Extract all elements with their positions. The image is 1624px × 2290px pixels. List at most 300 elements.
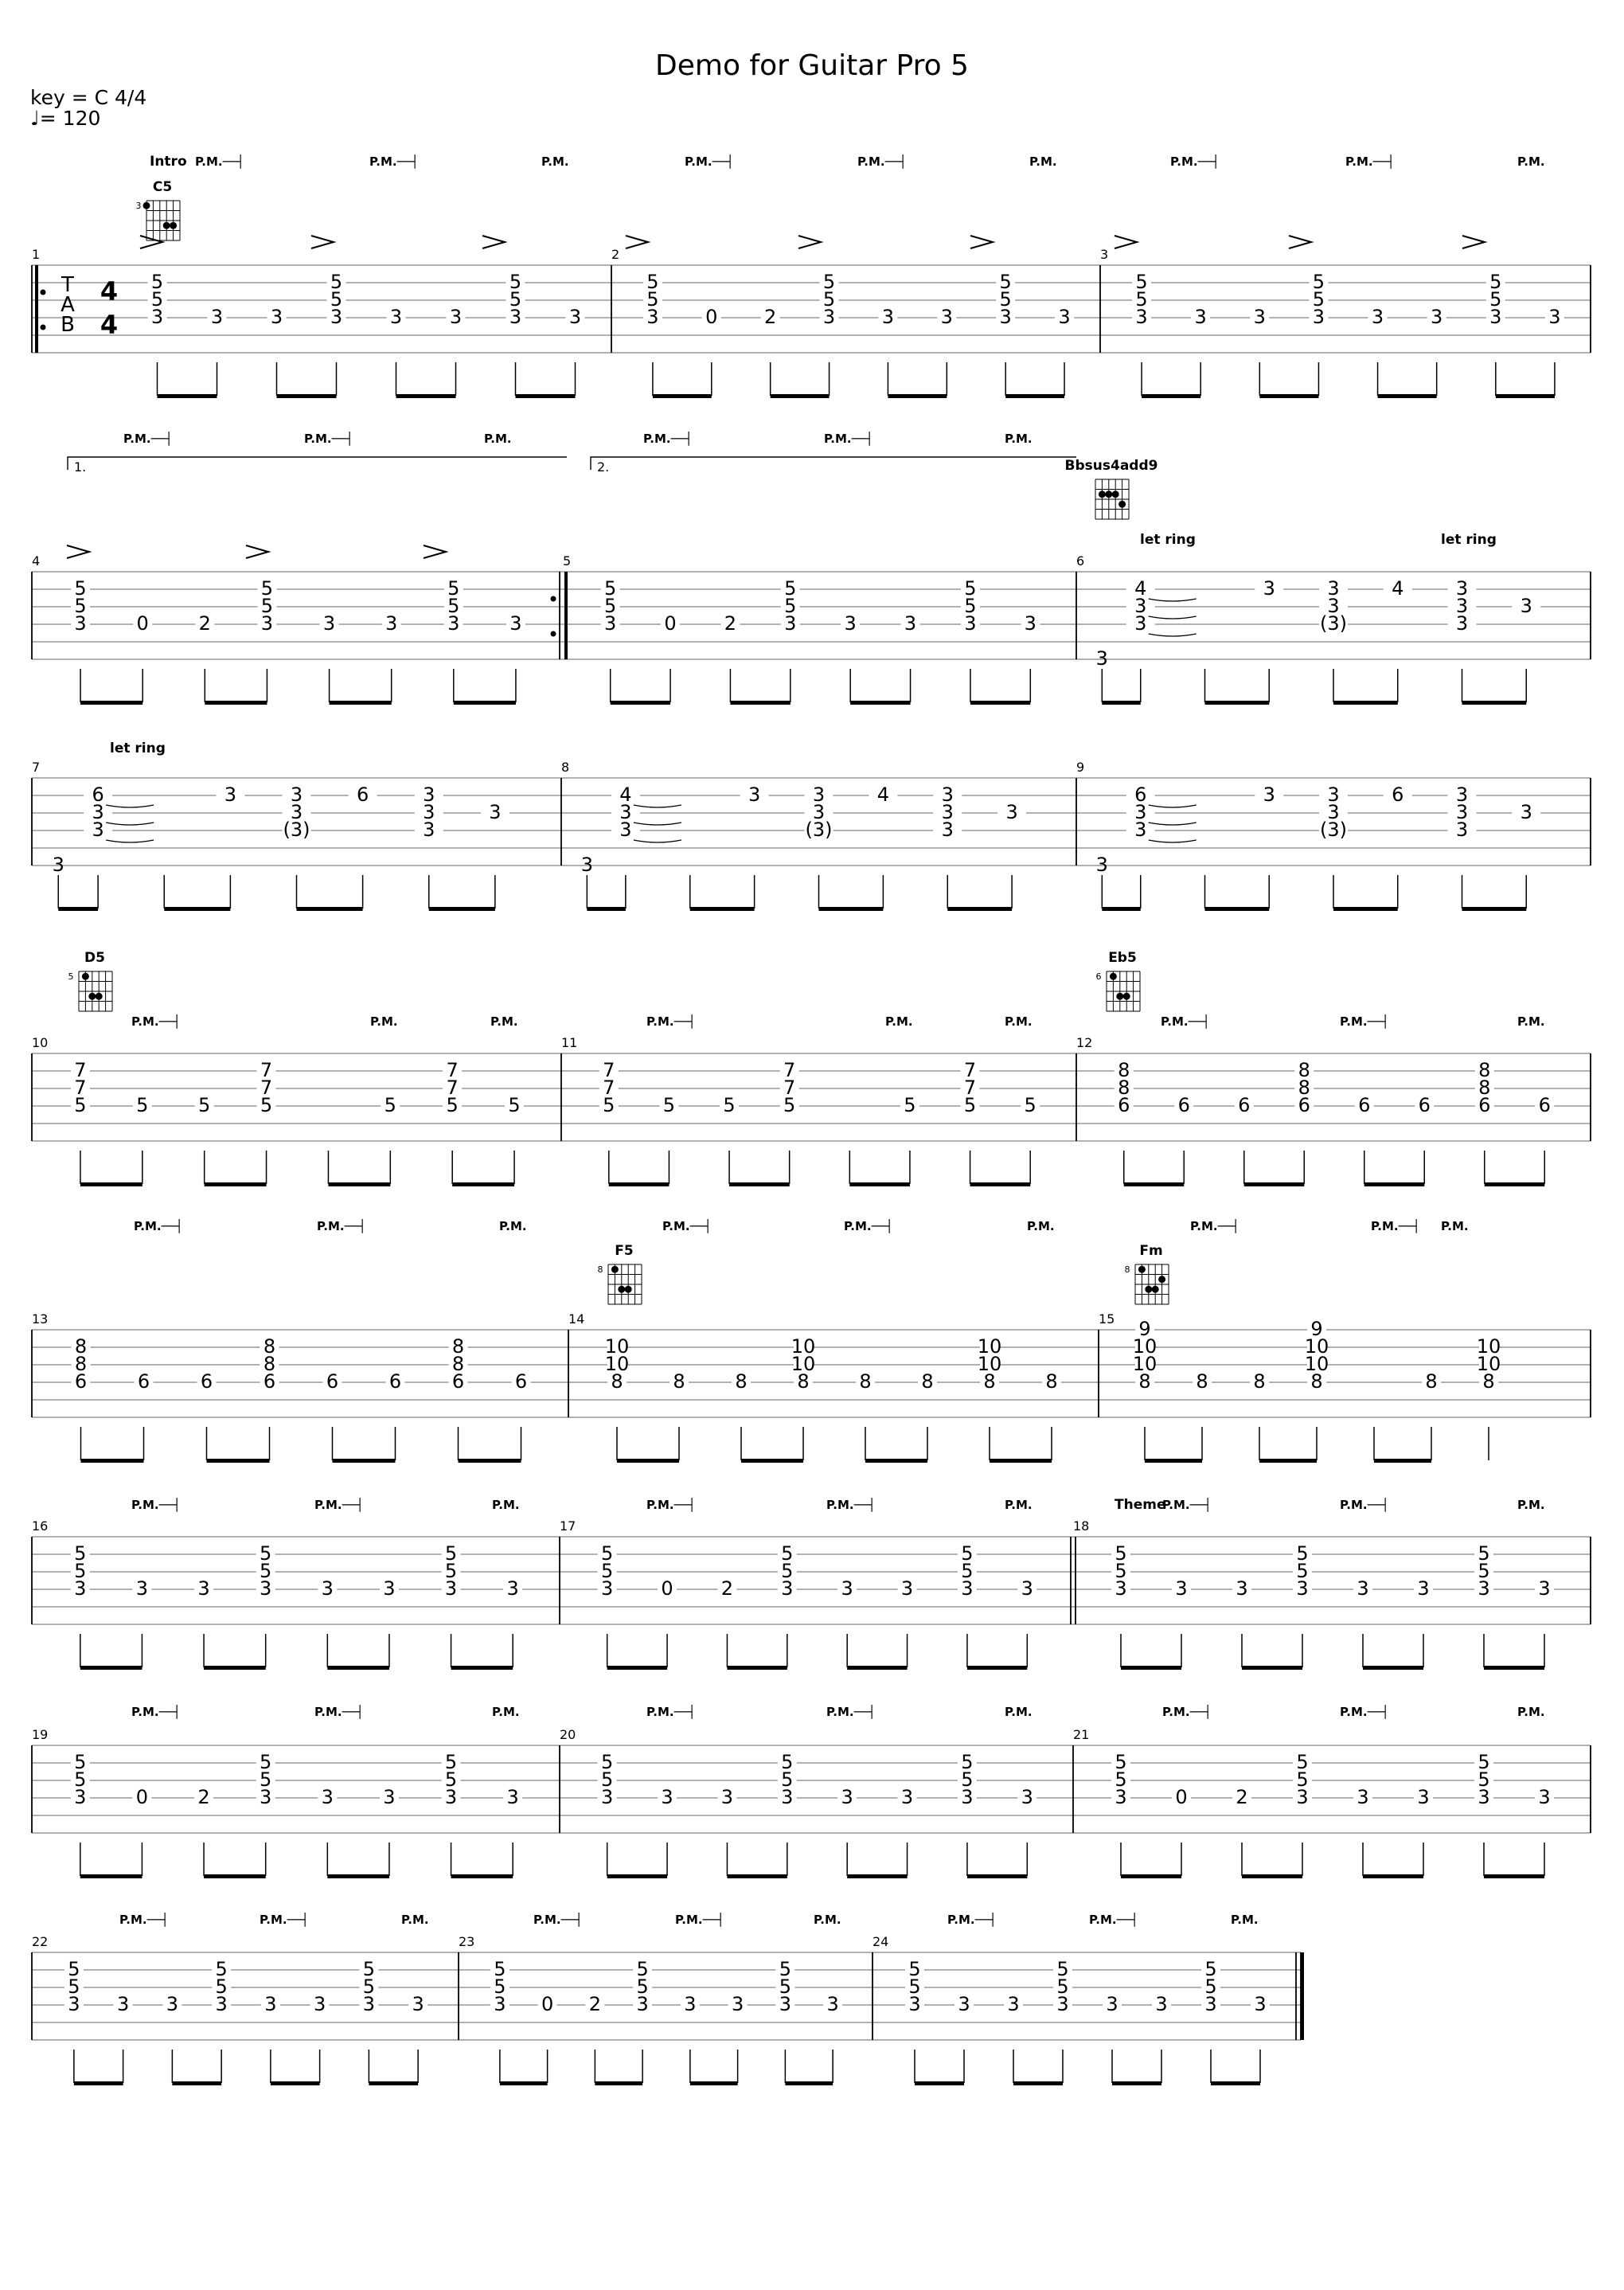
fret-number: 5 bbox=[1135, 271, 1148, 293]
fret-number: 3 bbox=[1538, 1786, 1551, 1808]
tempo-line: ♩= 120 bbox=[30, 107, 101, 130]
palm-mute-mark bbox=[317, 1218, 366, 1233]
accent-mark bbox=[1115, 236, 1137, 248]
eighth-beam bbox=[1333, 701, 1398, 705]
eighth-beam bbox=[785, 2081, 833, 2085]
palm-mute-label: P.M.──┤ bbox=[1162, 1705, 1212, 1719]
fret-number: 5 bbox=[1056, 1958, 1069, 1980]
fret-number: 5 bbox=[1115, 1751, 1127, 1773]
fret-number: 5 bbox=[260, 1768, 272, 1791]
fret-number: 8 bbox=[921, 1370, 934, 1393]
palm-mute-mark bbox=[1005, 1498, 1033, 1512]
palm-mute-label: P.M. bbox=[1441, 1219, 1469, 1233]
measure-number: 21 bbox=[1073, 1727, 1090, 1742]
fret-number: 6 bbox=[326, 1370, 339, 1393]
fret-number: 5 bbox=[601, 1542, 614, 1565]
fret-number: 3 bbox=[1296, 1786, 1309, 1808]
eighth-beam bbox=[819, 907, 884, 911]
eighth-beam bbox=[967, 1874, 1027, 1878]
fret-number: 3 bbox=[1106, 1993, 1118, 2015]
repeat-dot bbox=[41, 325, 46, 330]
accent-mark bbox=[1289, 236, 1311, 248]
fret-number: 8 bbox=[673, 1370, 685, 1393]
palm-mute-mark bbox=[1029, 154, 1057, 169]
fret-number: 9 bbox=[1310, 1318, 1323, 1340]
repeat-dot bbox=[551, 631, 556, 637]
tab-clef-letter-t: T bbox=[61, 273, 74, 297]
palm-mute-label: P.M. bbox=[1517, 1498, 1545, 1512]
accent-mark bbox=[970, 236, 993, 248]
fret-number: 3 bbox=[1478, 1786, 1490, 1808]
fret-number: 2 bbox=[720, 1577, 734, 1600]
eighth-beam bbox=[451, 1666, 513, 1670]
eighth-beam bbox=[1484, 1666, 1544, 1670]
fret-number: 5 bbox=[260, 1094, 273, 1116]
eighth-beam bbox=[847, 1874, 907, 1878]
fret-number: 6 bbox=[137, 1370, 150, 1393]
palm-mute-label: P.M.──┤ bbox=[369, 154, 419, 169]
palm-mute-label: P.M. bbox=[1005, 1014, 1033, 1029]
palm-mute-mark bbox=[947, 1912, 997, 1927]
fret-number: 5 bbox=[260, 1542, 272, 1565]
fret-number: 5 bbox=[444, 1542, 458, 1565]
fret-number: (3) bbox=[1320, 819, 1347, 841]
palm-mute-mark bbox=[885, 1014, 913, 1029]
fret-number: 5 bbox=[447, 577, 460, 600]
palm-mute-mark bbox=[134, 1218, 183, 1233]
fret-number: 3 bbox=[1095, 854, 1108, 876]
fret-number: 3 bbox=[844, 612, 857, 635]
eighth-beam bbox=[1211, 2081, 1260, 2085]
fret-number: 5 bbox=[215, 1958, 228, 1980]
eighth-beam bbox=[607, 1666, 667, 1670]
fret-number: 3 bbox=[321, 1577, 334, 1600]
palm-mute-label: P.M.──┤ bbox=[131, 1705, 181, 1719]
fret-number: 6 bbox=[451, 1370, 465, 1393]
palm-mute-mark bbox=[1517, 1705, 1545, 1719]
palm-mute-mark bbox=[1345, 154, 1395, 169]
fret-number: 3 bbox=[362, 1993, 376, 2015]
fret-number: 3 bbox=[1095, 647, 1108, 670]
fret-number: 3 bbox=[1520, 595, 1532, 617]
fret-number: 3 bbox=[1254, 1993, 1267, 2015]
fret-number: 3 bbox=[1263, 577, 1275, 600]
fret-number: 3 bbox=[941, 819, 954, 841]
palm-mute-label: P.M.──┤ bbox=[646, 1705, 696, 1719]
fret-number: 5 bbox=[601, 1751, 614, 1773]
accent-mark bbox=[798, 236, 821, 248]
fret-number: 3 bbox=[1455, 819, 1469, 841]
fret-number: 5 bbox=[509, 288, 522, 311]
fret-number: 3 bbox=[423, 801, 435, 823]
fret-number: 3 bbox=[447, 612, 460, 635]
fret-number: 6 bbox=[1418, 1094, 1431, 1116]
fret-number: 8 bbox=[263, 1335, 276, 1358]
fret-number: 5 bbox=[723, 1094, 736, 1116]
fret-number: 5 bbox=[963, 1094, 977, 1116]
measure-number: 19 bbox=[32, 1727, 49, 1742]
fret-number: 8 bbox=[74, 1335, 88, 1358]
palm-mute-mark bbox=[1517, 154, 1545, 169]
eighth-beam bbox=[1142, 394, 1200, 398]
fret-number: 8 bbox=[1045, 1370, 1058, 1393]
chord-finger-dot bbox=[170, 222, 177, 229]
fret-number: 3 bbox=[619, 819, 632, 841]
measure-number: 5 bbox=[563, 553, 572, 569]
fret-number: 3 bbox=[1489, 306, 1502, 328]
fret-number: 5 bbox=[1115, 1768, 1127, 1791]
fret-number: 3 bbox=[1021, 1577, 1033, 1600]
chord-name: D5 bbox=[84, 950, 105, 966]
palm-mute-label: P.M.──┤ bbox=[824, 432, 873, 446]
fret-number: 3 bbox=[444, 1786, 458, 1808]
chord-finger-dot bbox=[1105, 490, 1112, 498]
fret-number: 4 bbox=[1392, 577, 1404, 600]
fret-number: 0 bbox=[664, 612, 677, 635]
fret-number: 0 bbox=[1175, 1786, 1188, 1808]
palm-mute-label: P.M.──┤ bbox=[857, 154, 907, 169]
eighth-beam bbox=[1242, 1874, 1302, 1878]
eighth-beam bbox=[80, 701, 142, 705]
fret-number: 3 bbox=[904, 612, 917, 635]
palm-mute-label: P.M. bbox=[1005, 1498, 1033, 1512]
eighth-beam bbox=[888, 394, 947, 398]
fret-number: 5 bbox=[508, 1094, 521, 1116]
fret-number: 0 bbox=[661, 1577, 673, 1600]
palm-mute-mark bbox=[492, 1705, 520, 1719]
fret-number: 3 bbox=[74, 1786, 87, 1808]
fret-number: 2 bbox=[197, 1786, 210, 1808]
fret-number: 3 bbox=[270, 306, 283, 328]
fret-number: 3 bbox=[506, 1577, 519, 1600]
measure-number: 3 bbox=[1100, 247, 1109, 262]
eighth-beam bbox=[327, 1666, 389, 1670]
palm-mute-label: P.M.──┤ bbox=[1371, 1219, 1420, 1233]
fret-number: 3 bbox=[1455, 612, 1469, 635]
fret-number: 8 bbox=[74, 1353, 88, 1375]
measure-number: 6 bbox=[1076, 553, 1085, 569]
fret-number: 7 bbox=[603, 1059, 615, 1081]
fret-number: 5 bbox=[961, 1768, 974, 1791]
fret-number: 5 bbox=[1135, 288, 1148, 311]
fret-number: 3 bbox=[52, 854, 64, 876]
palm-mute-label: P.M.──┤ bbox=[844, 1219, 893, 1233]
eighth-beam bbox=[947, 907, 1012, 911]
chord-finger-dot bbox=[1112, 490, 1119, 498]
fret-number: 3 bbox=[941, 801, 954, 823]
chord-fret-number: 6 bbox=[1095, 971, 1102, 982]
chord-finger-dot bbox=[1145, 1286, 1152, 1293]
tie-arc bbox=[1149, 805, 1197, 807]
eighth-beam bbox=[58, 907, 98, 911]
fret-number: 3 bbox=[290, 801, 303, 823]
eighth-beam bbox=[690, 2081, 738, 2085]
fret-number: 3 bbox=[74, 612, 87, 635]
palm-mute-label: P.M.──┤ bbox=[533, 1913, 583, 1927]
fret-number: 5 bbox=[781, 1560, 794, 1582]
fret-number: 7 bbox=[260, 1077, 273, 1099]
fret-number: 2 bbox=[1236, 1786, 1248, 1808]
measure-number: 10 bbox=[32, 1035, 49, 1050]
fret-number: 3 bbox=[661, 1786, 673, 1808]
fret-number: 3 bbox=[1417, 1786, 1430, 1808]
chord-finger-dot bbox=[1118, 501, 1126, 508]
fret-number: 3 bbox=[389, 306, 403, 328]
accent-mark bbox=[311, 236, 334, 248]
repeat-dot bbox=[551, 596, 556, 602]
fret-number: 5 bbox=[68, 1958, 80, 1980]
palm-mute-mark bbox=[662, 1218, 712, 1233]
repeat-dot bbox=[41, 290, 46, 295]
fret-number: 5 bbox=[604, 595, 617, 617]
palm-mute-mark bbox=[533, 1912, 583, 1927]
fret-number: 5 bbox=[74, 595, 87, 617]
eighth-beam bbox=[452, 1182, 514, 1186]
fret-number: 5 bbox=[964, 595, 977, 617]
accent-mark bbox=[246, 545, 268, 558]
eighth-beam bbox=[1205, 701, 1270, 705]
palm-mute-label: P.M.──┤ bbox=[1161, 1014, 1210, 1029]
chord-fret-number: 3 bbox=[135, 201, 142, 211]
palm-mute-mark bbox=[484, 432, 512, 446]
fret-number: 3 bbox=[449, 306, 463, 328]
fret-number: 5 bbox=[198, 1094, 211, 1116]
chord-name: Eb5 bbox=[1108, 950, 1137, 966]
volta-label-1: 1. bbox=[74, 459, 87, 475]
palm-mute-mark bbox=[1005, 1705, 1033, 1719]
palm-mute-mark bbox=[1005, 1014, 1033, 1029]
accent-mark bbox=[482, 236, 505, 248]
fret-number: 5 bbox=[904, 1094, 916, 1116]
fret-number: 3 bbox=[224, 784, 237, 806]
palm-mute-label: P.M. bbox=[499, 1219, 527, 1233]
fret-number: 3 bbox=[826, 1993, 839, 2015]
fret-number: 3 bbox=[636, 1993, 649, 2015]
fret-number: 10 bbox=[1304, 1353, 1329, 1375]
fret-number: 8 bbox=[1310, 1370, 1323, 1393]
fret-number: 3 bbox=[1058, 306, 1071, 328]
fret-number: 10 bbox=[604, 1353, 630, 1375]
eighth-beam bbox=[80, 1182, 142, 1186]
fret-number: 3 bbox=[1056, 1993, 1069, 2015]
palm-mute-label: P.M. bbox=[1005, 432, 1033, 446]
eighth-beam bbox=[1124, 1182, 1185, 1186]
eighth-beam bbox=[967, 1666, 1027, 1670]
palm-mute-label: P.M.──┤ bbox=[826, 1705, 876, 1719]
fret-number: 3 bbox=[1357, 1786, 1369, 1808]
fret-number: 8 bbox=[1298, 1077, 1310, 1099]
fret-number: 5 bbox=[74, 1751, 87, 1773]
palm-mute-mark bbox=[119, 1912, 169, 1927]
fret-number: 3 bbox=[1538, 1577, 1551, 1600]
accent-mark bbox=[424, 545, 446, 558]
palm-mute-mark bbox=[1005, 432, 1033, 446]
eighth-beam bbox=[80, 1874, 142, 1878]
eighth-beam bbox=[429, 907, 495, 911]
palm-mute-label: P.M.──┤ bbox=[1190, 1219, 1239, 1233]
fret-number: 3 bbox=[260, 612, 274, 635]
palm-mute-mark bbox=[1162, 1704, 1212, 1719]
fret-number: 5 bbox=[908, 1958, 921, 1980]
palm-mute-mark bbox=[1231, 1913, 1259, 1927]
palm-mute-label: P.M. bbox=[492, 1705, 520, 1719]
fret-number: 3 bbox=[412, 1993, 424, 2015]
fret-number: 5 bbox=[646, 271, 659, 293]
tab-clef-letter-a: A bbox=[61, 293, 75, 317]
chord-name: C5 bbox=[152, 179, 173, 195]
fret-number: 3 bbox=[961, 1577, 974, 1600]
palm-mute-mark bbox=[131, 1014, 181, 1029]
palm-mute-mark bbox=[685, 154, 734, 169]
fret-number: 6 bbox=[1118, 1094, 1130, 1116]
fret-number: 3 bbox=[322, 612, 336, 635]
fret-number: 6 bbox=[74, 1370, 88, 1393]
eighth-beam bbox=[207, 1459, 270, 1463]
palm-mute-mark bbox=[1190, 1218, 1239, 1233]
fret-number: 5 bbox=[784, 595, 797, 617]
fret-number: 5 bbox=[1204, 1958, 1217, 1980]
fret-number: 5 bbox=[362, 1958, 376, 1980]
fret-number: 6 bbox=[1478, 1094, 1491, 1116]
eighth-beam bbox=[369, 2081, 418, 2085]
fret-number: 3 bbox=[1134, 612, 1147, 635]
fret-number: 7 bbox=[446, 1059, 459, 1081]
fret-number: 5 bbox=[781, 1542, 794, 1565]
eighth-beam bbox=[328, 1182, 390, 1186]
fret-number: 10 bbox=[1476, 1353, 1501, 1375]
fret-number: 6 bbox=[1238, 1094, 1251, 1116]
eighth-beam bbox=[81, 1459, 144, 1463]
palm-mute-label: P.M.──┤ bbox=[317, 1219, 366, 1233]
fret-number: 3 bbox=[1135, 306, 1148, 328]
fret-number: 5 bbox=[74, 1768, 87, 1791]
fret-number: 3 bbox=[1431, 306, 1443, 328]
chord-finger-dot bbox=[611, 1266, 619, 1273]
palm-mute-label: P.M.──┤ bbox=[123, 432, 173, 446]
palm-mute-label: P.M. bbox=[1517, 1705, 1545, 1719]
eighth-beam bbox=[729, 1182, 790, 1186]
let-ring-label: let ring bbox=[110, 741, 166, 756]
fret-number: 5 bbox=[1478, 1751, 1490, 1773]
palm-mute-label: P.M.──┤ bbox=[662, 1219, 712, 1233]
fret-number: (3) bbox=[283, 819, 310, 841]
palm-mute-label: P.M.──┤ bbox=[947, 1913, 997, 1927]
fret-number: 5 bbox=[999, 288, 1012, 311]
fret-number: 8 bbox=[1482, 1370, 1495, 1393]
palm-mute-label: P.M. bbox=[484, 432, 512, 446]
chord-finger-dot bbox=[163, 222, 170, 229]
fret-number: 3 bbox=[1455, 595, 1469, 617]
fret-number: 7 bbox=[963, 1059, 977, 1081]
fret-number: 5 bbox=[260, 1560, 272, 1582]
eighth-beam bbox=[205, 1182, 267, 1186]
eighth-beam bbox=[454, 701, 516, 705]
fret-number: 6 bbox=[1538, 1094, 1551, 1116]
palm-mute-mark bbox=[499, 1219, 527, 1233]
palm-mute-mark bbox=[123, 431, 173, 446]
fret-number: 6 bbox=[263, 1370, 276, 1393]
fret-number: 7 bbox=[783, 1077, 796, 1099]
tab-clef-letter-b: B bbox=[61, 313, 75, 337]
fret-number: 0 bbox=[541, 1993, 554, 2015]
fret-number: 8 bbox=[1253, 1370, 1266, 1393]
fret-number: 3 bbox=[748, 784, 761, 806]
fret-number: 5 bbox=[1312, 271, 1325, 293]
palm-mute-label: P.M.──┤ bbox=[1340, 1498, 1389, 1512]
fret-number: 3 bbox=[841, 1786, 853, 1808]
fret-number: 3 bbox=[260, 1786, 272, 1808]
eighth-beam bbox=[1363, 1666, 1423, 1670]
eighth-beam bbox=[1005, 394, 1064, 398]
chord-name: Fm bbox=[1139, 1243, 1163, 1259]
fret-number: 3 bbox=[731, 1993, 744, 2015]
fret-number: 3 bbox=[210, 306, 224, 328]
eighth-beam bbox=[459, 1459, 521, 1463]
fret-number: 5 bbox=[1204, 1975, 1217, 1998]
palm-mute-mark bbox=[1027, 1219, 1055, 1233]
fret-number: 5 bbox=[662, 1094, 676, 1116]
fret-number: 5 bbox=[74, 577, 87, 600]
eighth-beam bbox=[1121, 1666, 1181, 1670]
palm-mute-mark bbox=[826, 1704, 876, 1719]
fret-number: 0 bbox=[705, 306, 718, 328]
fret-number: 5 bbox=[330, 288, 343, 311]
palm-mute-label: P.M.──┤ bbox=[131, 1014, 181, 1029]
chord-finger-dot bbox=[96, 993, 103, 1000]
fret-number: 3 bbox=[68, 1993, 80, 2015]
fret-number: 8 bbox=[1425, 1370, 1438, 1393]
chord-finger-dot bbox=[625, 1286, 632, 1293]
fret-number: 5 bbox=[215, 1975, 228, 1998]
fret-number: 9 bbox=[1138, 1318, 1151, 1340]
fret-number: 3 bbox=[812, 801, 826, 823]
fret-number: 5 bbox=[1312, 288, 1325, 311]
fret-number: 3 bbox=[383, 1577, 396, 1600]
fret-number: 3 bbox=[1327, 801, 1340, 823]
fret-number: 10 bbox=[1132, 1353, 1157, 1375]
fret-number: 7 bbox=[74, 1077, 87, 1099]
fret-number: 3 bbox=[1520, 801, 1532, 823]
fret-number: 8 bbox=[263, 1353, 276, 1375]
palm-mute-label: P.M.──┤ bbox=[195, 154, 244, 169]
palm-mute-label: P.M. bbox=[541, 154, 569, 169]
fret-number: 3 bbox=[330, 306, 343, 328]
palm-mute-label: P.M. bbox=[1517, 1014, 1545, 1029]
fret-number: 8 bbox=[1138, 1370, 1151, 1393]
palm-mute-label: P.M. bbox=[1231, 1913, 1259, 1927]
accent-mark bbox=[67, 545, 89, 558]
fret-number: 8 bbox=[1298, 1059, 1310, 1081]
eighth-beam bbox=[727, 1666, 787, 1670]
fret-number: 3 bbox=[1327, 577, 1340, 600]
fret-number: 8 bbox=[1478, 1077, 1491, 1099]
eighth-beam bbox=[727, 1874, 787, 1878]
measure-number: 18 bbox=[1073, 1518, 1090, 1534]
fret-number: 10 bbox=[791, 1335, 816, 1358]
eighth-beam bbox=[451, 1874, 513, 1878]
eighth-beam bbox=[1259, 1459, 1317, 1463]
measure-number: 11 bbox=[561, 1035, 578, 1050]
fret-number: 3 bbox=[1134, 819, 1147, 841]
fret-number: 2 bbox=[764, 306, 777, 328]
eighth-beam bbox=[865, 1459, 927, 1463]
palm-mute-label: P.M. bbox=[492, 1498, 520, 1512]
fret-number: 7 bbox=[260, 1059, 273, 1081]
fret-number: 3 bbox=[1204, 1993, 1217, 2015]
fret-number: 3 bbox=[506, 1786, 519, 1808]
fret-number: 5 bbox=[444, 1768, 458, 1791]
fret-number: 8 bbox=[451, 1353, 465, 1375]
